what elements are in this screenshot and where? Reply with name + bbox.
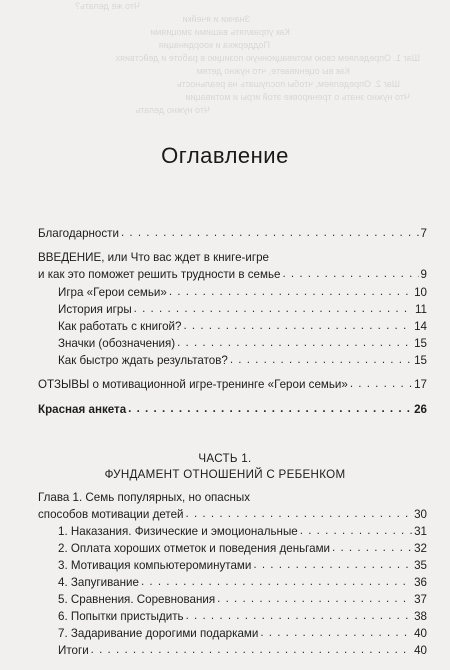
toc-entry-page: 15	[414, 354, 427, 367]
page-title: Оглавление	[161, 143, 289, 168]
leader-dots	[230, 352, 412, 367]
toc-entry-label: 7. Задаривание дорогими подарками	[58, 627, 259, 640]
toc-entry-page: 40	[414, 627, 427, 640]
toc-entry-page: 31	[414, 525, 427, 538]
toc-entry-page: 9	[420, 268, 427, 281]
bleed-line: Шаг 2. Определяем, чтобы послушать на реальность	[176, 79, 400, 89]
leader-dots	[350, 376, 412, 391]
toc-entry-label: История игры	[58, 303, 132, 316]
bleed-line: Поддержка и координация	[158, 40, 270, 50]
toc-subentry	[58, 524, 427, 539]
toc-entry-page: 38	[414, 610, 427, 623]
toc-entry-label: способов мотивации детей	[38, 508, 184, 521]
toc-entry-page: 26	[414, 403, 427, 416]
toc-entry-label: ОТЗЫВЫ о мотивационной игре-тренинге «Герои семьи»	[38, 378, 348, 391]
toc-subentry	[58, 285, 427, 300]
toc-subentry	[58, 353, 427, 368]
toc-chapter-line1: Глава 1. Семь популярных, но опасных	[38, 491, 251, 504]
leader-dots	[217, 591, 412, 606]
toc-entry-page: 32	[414, 542, 427, 555]
toc-entry-label: 1. Наказания. Физические и эмоциональные	[58, 525, 298, 538]
toc-entry-thanks	[38, 226, 427, 241]
toc-subentry	[58, 626, 427, 641]
toc-entry-intro	[38, 267, 427, 282]
leader-dots	[169, 284, 412, 299]
toc-entry-label: Игра «Герои семьи»	[58, 286, 167, 299]
toc-subentry	[58, 558, 427, 573]
leader-dots	[186, 608, 412, 623]
toc-subentry	[58, 302, 427, 317]
leader-dots	[91, 642, 412, 657]
toc-entry-label: Значки (обозначения)	[58, 337, 176, 350]
bleed-line: Значки и ячейки	[182, 14, 250, 24]
bleed-line: Как управлять вашими эмоциями	[150, 27, 290, 37]
toc-entry-page: 15	[414, 337, 427, 350]
toc-chapter	[38, 507, 427, 522]
toc-entry-page: 30	[414, 508, 427, 521]
toc-entry-page: 7	[420, 227, 427, 240]
toc-entry-page: 17	[414, 378, 427, 391]
toc-entry-label: 6. Попытки пристыдить	[58, 610, 184, 623]
leader-dots	[260, 625, 412, 640]
toc-entry-intro-line1: ВВЕДЕНИЕ, или Что вас ждет в книге-игре	[38, 251, 270, 264]
leader-dots	[300, 523, 412, 538]
part-title: ФУНДАМЕНТ ОТНОШЕНИЙ С РЕБЕНКОМ	[104, 468, 346, 481]
toc-subentry	[58, 336, 427, 351]
toc-subentry	[58, 319, 427, 334]
bleed-line: Что нужно делать	[135, 105, 210, 115]
toc-entry-label: Как быстро ждать результатов?	[58, 354, 228, 367]
leader-dots	[141, 574, 412, 589]
bleed-line: Что нужно знать о тренировке этой игры и мотивации	[185, 92, 410, 102]
bleed-line: Что же делать?	[75, 1, 140, 11]
toc-entry-label: 3. Мотивация компьютероминутами	[58, 559, 252, 572]
toc-entry-page: 37	[414, 593, 427, 606]
toc-entry-page: 10	[414, 286, 427, 299]
toc-entry-page: 14	[414, 320, 427, 333]
toc-entry-label: 5. Сравнения. Соревнования	[58, 593, 216, 606]
toc-entry-label: Красная анкета	[38, 403, 127, 416]
toc-entry-page: 35	[414, 559, 427, 572]
leader-dots	[177, 335, 412, 350]
toc-entry-label: Как работать с книгой?	[58, 320, 182, 333]
toc-entry-page: 36	[414, 576, 427, 589]
toc-subentry	[58, 643, 427, 658]
leader-dots	[121, 225, 419, 240]
leader-dots	[134, 301, 413, 316]
leader-dots	[253, 557, 412, 572]
toc-entry-label: Благодарности	[38, 227, 119, 240]
leader-dots	[282, 266, 418, 281]
leader-dots	[332, 540, 412, 555]
toc-entry-label: Итоги	[58, 644, 89, 657]
bleed-line: Как вы оцениваете, что нужно детям	[196, 66, 350, 76]
leader-dots	[128, 401, 412, 416]
toc-entry-page: 11	[414, 303, 427, 316]
toc-entry-label: 4. Запугивание	[58, 576, 139, 589]
toc-entry-red-form	[38, 402, 427, 417]
toc-subentry	[58, 541, 427, 556]
leader-dots	[186, 506, 413, 521]
toc-entry-label: 2. Оплата хороших отметок и поведения деньгами	[58, 542, 331, 555]
toc-entry-page: 40	[414, 644, 427, 657]
toc-entry-reviews	[38, 377, 427, 392]
part-number: ЧАСТЬ 1.	[198, 452, 252, 465]
toc-subentry	[58, 575, 427, 590]
toc-subentry	[58, 592, 427, 607]
toc-entry-label: и как это поможет решить трудности в семье	[38, 268, 281, 281]
bleed-line: Шаг 1. Определяем свою мотивационную позицию в работе и действиях	[115, 53, 420, 63]
leader-dots	[183, 318, 412, 333]
toc-subentry	[58, 609, 427, 624]
